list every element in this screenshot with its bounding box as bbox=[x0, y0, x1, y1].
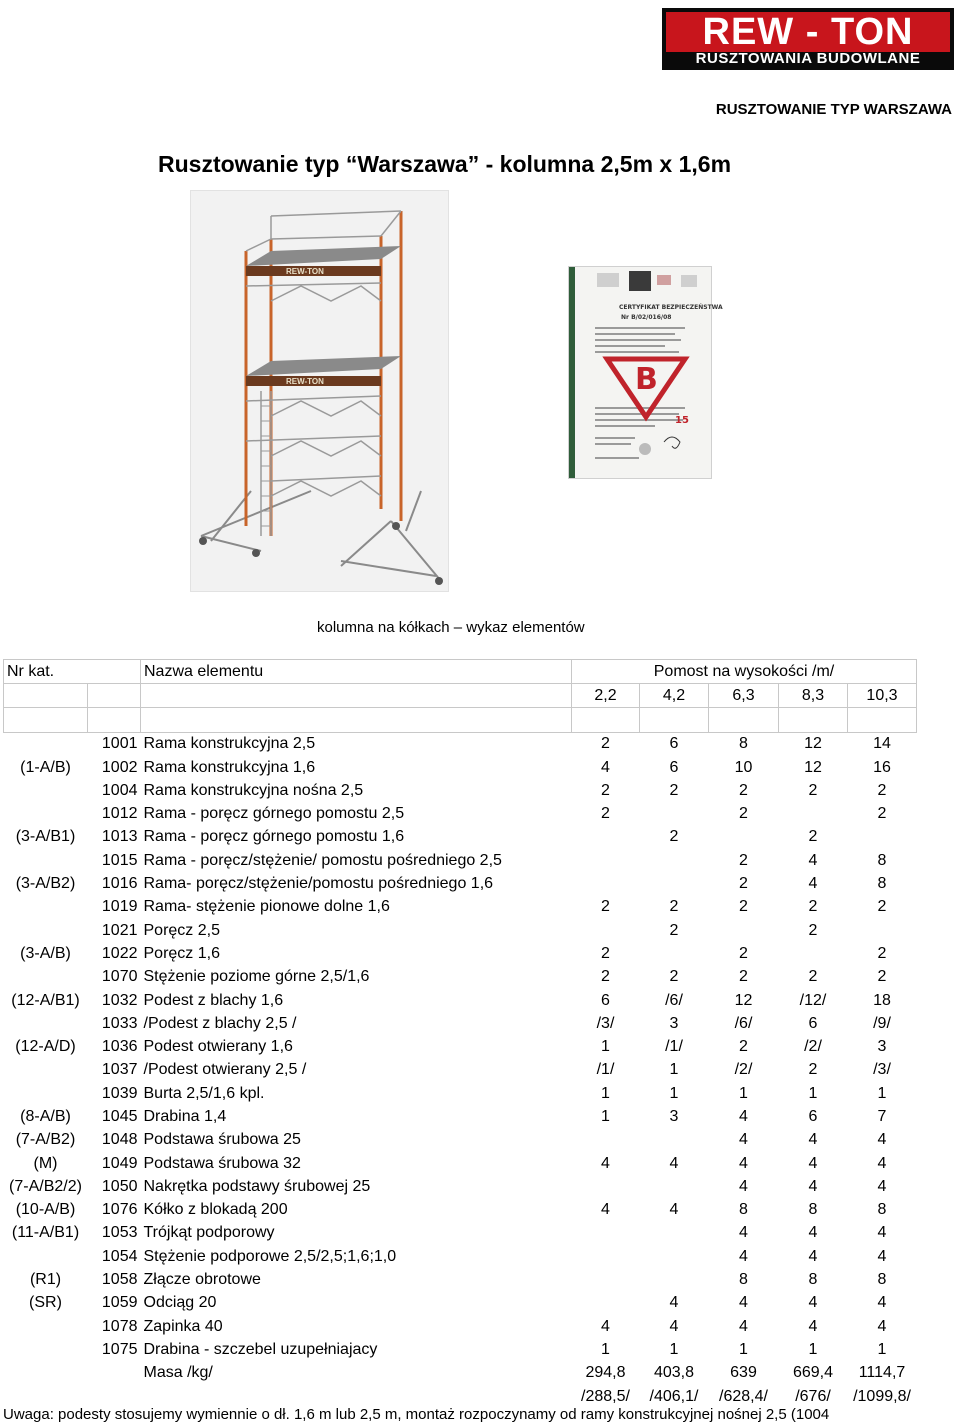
component-code: (12-A/D) bbox=[15, 1038, 76, 1056]
quantity-cell bbox=[572, 1175, 640, 1198]
quantity-cell: 4 bbox=[601, 1317, 610, 1335]
table-row bbox=[4, 896, 917, 919]
quantity-cell: 294,8 bbox=[585, 1364, 626, 1382]
catalog-number: 1002 bbox=[101, 758, 138, 776]
quantity-cell: 403,8 bbox=[653, 1364, 695, 1382]
table-row bbox=[4, 1338, 917, 1361]
page-title: Rusztowanie typ “Warszawa” - kolumna 2,5m x 1,6m bbox=[158, 151, 732, 177]
quantity-cell: /12/ bbox=[799, 991, 827, 1009]
component-code bbox=[4, 732, 88, 756]
catalog-number: 1049 bbox=[101, 1154, 138, 1172]
element-name: Złącze obrotowe bbox=[143, 1271, 261, 1289]
catalog-number: 1070 bbox=[101, 968, 138, 986]
certificate-mark-number: 15 bbox=[675, 415, 689, 426]
quantity-cell: 1 bbox=[808, 1084, 818, 1102]
catalog-number bbox=[88, 1362, 141, 1385]
quantity-cell: 14 bbox=[873, 735, 891, 753]
quantity-cell: 4 bbox=[808, 1177, 818, 1195]
catalog-number: 1037 bbox=[101, 1061, 138, 1079]
quantity-cell: 8 bbox=[808, 1201, 818, 1219]
element-name: Podest otwierany 1,6 bbox=[143, 1038, 293, 1056]
quantity-cell bbox=[572, 826, 640, 849]
component-code bbox=[4, 779, 88, 802]
quantity-cell: 4 bbox=[669, 1294, 679, 1312]
catalog-number: 1059 bbox=[101, 1294, 138, 1312]
element-name: Podstawa śrubowa 32 bbox=[143, 1154, 301, 1172]
quantity-cell: 4 bbox=[601, 1154, 610, 1172]
quantity-cell: 12 bbox=[804, 735, 822, 753]
quantity-cell: 1 bbox=[601, 1340, 610, 1358]
catalog-number: 1032 bbox=[101, 991, 138, 1009]
quantity-cell: 4 bbox=[669, 1154, 679, 1172]
height-col-4: 8,3 bbox=[779, 684, 848, 708]
quantity-cell: 4 bbox=[877, 1224, 887, 1242]
quantity-cell: 1 bbox=[601, 1084, 610, 1102]
footer-note: Uwaga: podesty stosujemy wymiennie o dł. 1,6 m lub 2,5 m, montaż rozpoczynamy od ramy konstrukcyjnej nośnej 2,5 (1004 bbox=[3, 1406, 830, 1423]
quantity-cell: /9/ bbox=[873, 1014, 891, 1032]
height-col-5: 10,3 bbox=[848, 684, 917, 708]
quantity-cell: 16 bbox=[873, 758, 891, 776]
quantity-cell: 2 bbox=[739, 781, 748, 799]
quantity-cell bbox=[640, 942, 709, 965]
quantity-cell: 8 bbox=[877, 1201, 887, 1219]
quantity-cell: 2 bbox=[669, 968, 679, 986]
quantity-cell: 4 bbox=[739, 1154, 748, 1172]
quantity-cell: 2 bbox=[808, 921, 818, 939]
quantity-cell: 2 bbox=[877, 968, 887, 986]
element-name: Poręcz 2,5 bbox=[143, 921, 220, 939]
element-name: Rama konstrukcyjna nośna 2,5 bbox=[143, 781, 364, 799]
quantity-cell: 2 bbox=[601, 968, 610, 986]
quantity-cell: 4 bbox=[808, 851, 818, 869]
table-row bbox=[4, 989, 917, 1012]
quantity-cell: /288,5/ bbox=[581, 1387, 630, 1405]
header-catalog-number: Nr kat. bbox=[4, 660, 141, 684]
element-name: Drabina 1,4 bbox=[143, 1107, 227, 1125]
quantity-cell: 6 bbox=[808, 1014, 818, 1032]
table-row bbox=[4, 826, 917, 849]
component-code bbox=[4, 802, 88, 825]
component-code bbox=[4, 896, 88, 919]
quantity-cell bbox=[779, 942, 848, 965]
quantity-cell: /676/ bbox=[795, 1387, 831, 1405]
component-code: (R1) bbox=[29, 1271, 62, 1289]
element-name: Rama - poręcz/stężenie/ pomostu pośredniego 2,5 bbox=[143, 851, 502, 869]
table-row bbox=[4, 872, 917, 895]
element-name: Rama konstrukcyjna 2,5 bbox=[143, 735, 316, 753]
quantity-cell: 669,4 bbox=[792, 1364, 834, 1382]
element-name: Trójkąt podporowy bbox=[143, 1224, 275, 1242]
component-code bbox=[4, 1012, 88, 1035]
quantity-cell bbox=[572, 1268, 640, 1291]
table-row bbox=[4, 1315, 917, 1338]
catalog-number: 1048 bbox=[101, 1131, 138, 1149]
catalog-number: 1016 bbox=[101, 875, 138, 893]
table-row bbox=[4, 1082, 917, 1105]
catalog-number: 1015 bbox=[101, 851, 138, 869]
safety-certificate-image bbox=[568, 266, 723, 479]
quantity-cell: 4 bbox=[877, 1154, 887, 1172]
table-caption: kolumna na kółkach – wykaz elementów bbox=[317, 619, 585, 636]
certificate-number: Nr B/02/016/08 bbox=[621, 314, 672, 321]
height-col-3: 6,3 bbox=[709, 684, 779, 708]
component-code: (3-A/B1) bbox=[15, 828, 76, 846]
quantity-cell: 2 bbox=[669, 921, 679, 939]
element-name: Rama konstrukcyjna 1,6 bbox=[143, 758, 316, 776]
catalog-number: 1054 bbox=[101, 1247, 138, 1265]
quantity-cell: 4 bbox=[877, 1131, 887, 1149]
header-element-name: Nazwa elementu bbox=[141, 660, 572, 684]
table-spacer-row bbox=[4, 708, 917, 732]
quantity-cell: 8 bbox=[877, 875, 887, 893]
quantity-cell: 4 bbox=[877, 1247, 887, 1265]
table-heights-row bbox=[4, 684, 917, 708]
catalog-number: 1036 bbox=[101, 1038, 138, 1056]
quantity-cell bbox=[572, 1129, 640, 1152]
logo-subtitle: RUSZTOWANIA BUDOWLANE bbox=[695, 50, 921, 67]
quantity-cell: 4 bbox=[739, 1177, 748, 1195]
component-code bbox=[4, 919, 88, 942]
table-row bbox=[4, 1362, 917, 1385]
quantity-cell bbox=[640, 802, 709, 825]
component-code: (7-A/B2) bbox=[15, 1131, 76, 1149]
quantity-cell: 12 bbox=[734, 991, 753, 1009]
deck-label-upper: REW-TON bbox=[286, 267, 324, 276]
element-name: Rama - poręcz górnego pomostu 1,6 bbox=[143, 828, 405, 846]
quantity-cell: 2 bbox=[601, 805, 610, 823]
quantity-cell: 1 bbox=[669, 1084, 679, 1102]
component-code: (8-A/B) bbox=[20, 1107, 71, 1125]
height-col-2: 4,2 bbox=[640, 684, 709, 708]
component-code bbox=[4, 849, 88, 872]
element-name: Rama - poręcz górnego pomostu 2,5 bbox=[143, 805, 405, 823]
table-row bbox=[4, 1385, 917, 1408]
quantity-cell: /3/ bbox=[873, 1061, 891, 1079]
logo-brand: REW - TON bbox=[666, 12, 950, 52]
quantity-cell: 1 bbox=[739, 1340, 748, 1358]
element-name: Podstawa śrubowa 25 bbox=[143, 1131, 301, 1149]
quantity-cell: 4 bbox=[739, 1294, 748, 1312]
table-row bbox=[4, 1152, 917, 1175]
quantity-cell: /628,4/ bbox=[719, 1387, 768, 1405]
table-row bbox=[4, 1035, 917, 1058]
table-row bbox=[4, 1199, 917, 1222]
element-name: /Podest otwierany 2,5 / bbox=[143, 1061, 307, 1079]
quantity-cell: 8 bbox=[739, 735, 748, 753]
quantity-cell: 2 bbox=[739, 875, 748, 893]
quantity-cell bbox=[572, 1222, 640, 1245]
table-row bbox=[4, 1245, 917, 1268]
quantity-cell: 1 bbox=[601, 1038, 610, 1056]
table-row bbox=[4, 1292, 917, 1315]
quantity-cell bbox=[572, 1292, 640, 1315]
table-row bbox=[4, 1268, 917, 1291]
table-row bbox=[4, 756, 917, 779]
height-col-1: 2,2 bbox=[572, 684, 640, 708]
quantity-cell bbox=[779, 802, 848, 825]
quantity-cell: 4 bbox=[739, 1107, 748, 1125]
company-logo bbox=[660, 6, 956, 72]
quantity-cell: /3/ bbox=[596, 1014, 615, 1032]
catalog-number: 1078 bbox=[101, 1317, 138, 1335]
quantity-cell: 2 bbox=[739, 944, 748, 962]
quantity-cell bbox=[848, 919, 917, 942]
quantity-cell: 2 bbox=[669, 781, 679, 799]
parts-table bbox=[3, 659, 917, 1408]
quantity-cell: 4 bbox=[808, 1154, 818, 1172]
quantity-cell: /1/ bbox=[665, 1038, 683, 1056]
quantity-cell: 2 bbox=[739, 968, 748, 986]
quantity-cell: 2 bbox=[739, 1038, 748, 1056]
quantity-cell bbox=[640, 1268, 709, 1291]
quantity-cell: 4 bbox=[669, 1317, 679, 1335]
component-code bbox=[4, 1245, 88, 1268]
table-row bbox=[4, 849, 917, 872]
quantity-cell: /6/ bbox=[665, 991, 683, 1009]
quantity-cell bbox=[640, 849, 709, 872]
component-code bbox=[4, 1362, 88, 1385]
component-code: (SR) bbox=[29, 1294, 62, 1312]
quantity-cell: /1/ bbox=[596, 1061, 615, 1079]
element-name bbox=[141, 1385, 572, 1408]
element-name: /Podest z blachy 2,5 / bbox=[143, 1014, 297, 1032]
element-name: Nakrętka podstawy śrubowej 25 bbox=[143, 1177, 371, 1195]
element-name: Podest z blachy 1,6 bbox=[143, 991, 284, 1009]
quantity-cell bbox=[572, 919, 640, 942]
quantity-cell: 2 bbox=[739, 851, 748, 869]
quantity-cell: 6 bbox=[808, 1107, 818, 1125]
quantity-cell: 2 bbox=[669, 898, 679, 916]
quantity-cell bbox=[640, 1222, 709, 1245]
component-code bbox=[4, 1059, 88, 1082]
quantity-cell: 4 bbox=[877, 1317, 887, 1335]
quantity-cell bbox=[709, 826, 779, 849]
quantity-cell: 4 bbox=[739, 1131, 748, 1149]
quantity-cell: 10 bbox=[734, 758, 753, 776]
quantity-cell: 8 bbox=[808, 1271, 818, 1289]
table-row bbox=[4, 966, 917, 989]
catalog-number: 1004 bbox=[101, 781, 138, 799]
quantity-cell: 8 bbox=[739, 1201, 748, 1219]
catalog-number: 1053 bbox=[101, 1224, 138, 1242]
quantity-cell: 4 bbox=[808, 1224, 818, 1242]
element-name: Poręcz 1,6 bbox=[143, 944, 220, 962]
element-name: Stężenie podporowe 2,5/2,5;1,6;1,0 bbox=[143, 1247, 397, 1265]
quantity-cell: 4 bbox=[808, 1247, 818, 1265]
table-row bbox=[4, 1175, 917, 1198]
quantity-cell: 2 bbox=[877, 781, 887, 799]
quantity-cell: 2 bbox=[808, 898, 818, 916]
component-code: (12-A/B1) bbox=[11, 991, 80, 1009]
component-code: (3-A/B2) bbox=[15, 875, 76, 893]
quantity-cell: 6 bbox=[669, 735, 679, 753]
element-name: Zapinka 40 bbox=[143, 1317, 223, 1335]
quantity-cell: 6 bbox=[669, 758, 679, 776]
quantity-cell: /1099,8/ bbox=[853, 1387, 911, 1405]
element-name: Stężenie poziome górne 2,5/1,6 bbox=[143, 968, 370, 986]
table-row bbox=[4, 1129, 917, 1152]
quantity-cell bbox=[848, 826, 917, 849]
quantity-cell: 4 bbox=[601, 758, 610, 776]
component-code: (1-A/B) bbox=[20, 758, 71, 776]
quantity-cell: 2 bbox=[601, 944, 610, 962]
quantity-cell: 12 bbox=[804, 758, 822, 776]
component-code bbox=[4, 1082, 88, 1105]
quantity-cell: 2 bbox=[808, 968, 818, 986]
table-row bbox=[4, 1059, 917, 1082]
quantity-cell: 8 bbox=[877, 1271, 887, 1289]
element-name: Rama- poręcz/stężenie/pomostu pośredniego 1,6 bbox=[143, 875, 494, 893]
table-row bbox=[4, 802, 917, 825]
element-name: Burta 2,5/1,6 kpl. bbox=[143, 1084, 265, 1102]
quantity-cell: 7 bbox=[877, 1107, 887, 1125]
table-row bbox=[4, 919, 917, 942]
quantity-cell bbox=[640, 1129, 709, 1152]
quantity-cell: 1 bbox=[877, 1084, 887, 1102]
header-platform-height: Pomost na wysokości /m/ bbox=[572, 660, 917, 684]
component-code bbox=[4, 1385, 88, 1408]
scaffold-illustration bbox=[190, 190, 449, 592]
catalog-number: 1012 bbox=[101, 805, 138, 823]
catalog-number: 1075 bbox=[101, 1340, 138, 1358]
certificate-b-mark: B bbox=[635, 362, 658, 397]
quantity-cell: 2 bbox=[877, 944, 887, 962]
quantity-cell: 2 bbox=[739, 898, 748, 916]
quantity-cell: 1 bbox=[669, 1340, 679, 1358]
quantity-cell: 2 bbox=[601, 735, 610, 753]
quantity-cell: 4 bbox=[808, 1131, 818, 1149]
quantity-cell: 2 bbox=[739, 805, 748, 823]
quantity-cell: 2 bbox=[808, 828, 818, 846]
component-code bbox=[4, 1338, 88, 1361]
scaffold-drawing bbox=[191, 191, 448, 591]
quantity-cell: 1 bbox=[601, 1107, 610, 1125]
quantity-cell: 4 bbox=[808, 1294, 818, 1312]
quantity-cell bbox=[572, 849, 640, 872]
component-code: (7-A/B2/2) bbox=[9, 1177, 82, 1195]
table-row bbox=[4, 1012, 917, 1035]
catalog-number bbox=[88, 1385, 141, 1408]
element-name: Odciąg 20 bbox=[143, 1294, 217, 1312]
quantity-cell: 1 bbox=[739, 1084, 748, 1102]
deck-label-lower: REW-TON bbox=[286, 377, 324, 386]
quantity-cell: /6/ bbox=[734, 1014, 753, 1032]
element-name: Drabina - szczebel uzupełniajacy bbox=[143, 1340, 378, 1358]
table-row bbox=[4, 1222, 917, 1245]
table-row bbox=[4, 1105, 917, 1128]
quantity-cell: 2 bbox=[808, 781, 818, 799]
component-code: (M) bbox=[33, 1154, 58, 1172]
quantity-cell: 4 bbox=[601, 1201, 610, 1219]
quantity-cell: 2 bbox=[601, 781, 610, 799]
catalog-number: 1050 bbox=[101, 1177, 138, 1195]
catalog-number: 1045 bbox=[101, 1107, 138, 1125]
quantity-cell: 2 bbox=[877, 805, 887, 823]
component-code bbox=[4, 966, 88, 989]
catalog-number: 1039 bbox=[101, 1084, 138, 1102]
quantity-cell: 8 bbox=[739, 1271, 748, 1289]
quantity-cell: 3 bbox=[669, 1014, 679, 1032]
quantity-cell: 4 bbox=[877, 1177, 887, 1195]
catalog-number: 1021 bbox=[101, 921, 138, 939]
quantity-cell: 2 bbox=[877, 898, 887, 916]
document-header-tag: RUSZTOWANIE TYP WARSZAWA bbox=[715, 101, 952, 118]
certificate-drawing bbox=[569, 267, 723, 478]
quantity-cell: 1 bbox=[808, 1340, 818, 1358]
quantity-cell: 4 bbox=[808, 875, 818, 893]
quantity-cell: 2 bbox=[601, 898, 610, 916]
component-code: (10-A/B) bbox=[15, 1201, 76, 1219]
quantity-cell bbox=[640, 1175, 709, 1198]
quantity-cell: /2/ bbox=[734, 1061, 753, 1079]
catalog-number: 1013 bbox=[101, 828, 138, 846]
quantity-cell: 1 bbox=[669, 1061, 679, 1079]
catalog-number: 1022 bbox=[101, 944, 138, 962]
component-code: (11-A/B1) bbox=[11, 1224, 80, 1242]
quantity-cell: 4 bbox=[877, 1294, 887, 1312]
quantity-cell: 2 bbox=[808, 1061, 818, 1079]
quantity-cell: 4 bbox=[739, 1317, 748, 1335]
element-name: Kółko z blokadą 200 bbox=[143, 1201, 288, 1219]
quantity-cell: 1 bbox=[877, 1340, 887, 1358]
quantity-cell bbox=[709, 919, 779, 942]
certificate-heading: CERTYFIKAT BEZPIECZEŃSTWA bbox=[619, 304, 723, 311]
quantity-cell: 3 bbox=[877, 1038, 887, 1056]
quantity-cell: 18 bbox=[873, 991, 891, 1009]
catalog-number: 1076 bbox=[101, 1201, 138, 1219]
quantity-cell: /2/ bbox=[804, 1038, 822, 1056]
table-row bbox=[4, 732, 917, 756]
quantity-cell: 4 bbox=[739, 1247, 748, 1265]
catalog-number: 1019 bbox=[101, 898, 138, 916]
quantity-cell bbox=[640, 1245, 709, 1268]
quantity-cell: 1114,7 bbox=[858, 1364, 906, 1382]
quantity-cell: 2 bbox=[669, 828, 679, 846]
quantity-cell bbox=[572, 872, 640, 895]
component-code: (3-A/B) bbox=[20, 944, 71, 962]
quantity-cell bbox=[572, 1245, 640, 1268]
quantity-cell: 639 bbox=[730, 1364, 757, 1382]
catalog-number: 1001 bbox=[101, 735, 138, 753]
component-code bbox=[4, 1315, 88, 1338]
element-name: Masa /kg/ bbox=[143, 1364, 213, 1382]
quantity-cell: 4 bbox=[739, 1224, 748, 1242]
quantity-cell: 3 bbox=[669, 1107, 679, 1125]
quantity-cell: /406,1/ bbox=[649, 1387, 699, 1405]
quantity-cell: 4 bbox=[808, 1317, 818, 1335]
quantity-cell: 8 bbox=[877, 851, 887, 869]
table-row bbox=[4, 779, 917, 802]
catalog-number: 1033 bbox=[101, 1014, 138, 1032]
table-row bbox=[4, 942, 917, 965]
catalog-number: 1058 bbox=[101, 1271, 138, 1289]
table-header-row bbox=[4, 660, 917, 684]
element-name: Rama- stężenie pionowe dolne 1,6 bbox=[143, 898, 390, 916]
quantity-cell bbox=[640, 872, 709, 895]
quantity-cell: 6 bbox=[601, 991, 610, 1009]
quantity-cell: 4 bbox=[669, 1201, 679, 1219]
